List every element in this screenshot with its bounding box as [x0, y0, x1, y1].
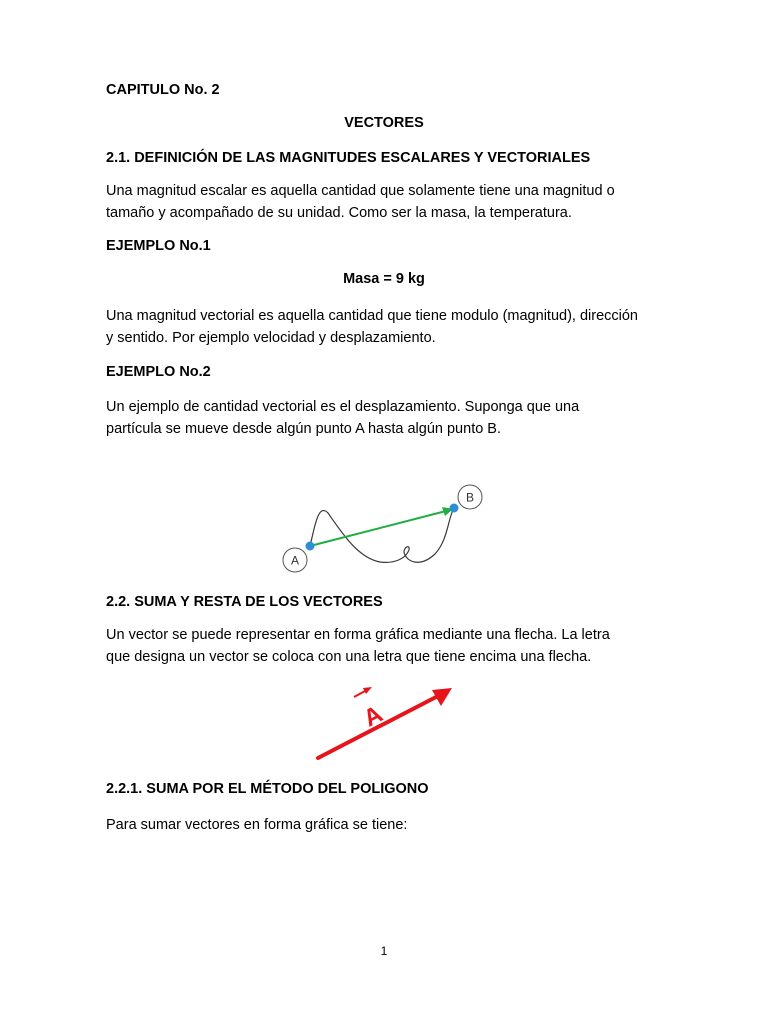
example-1-heading: EJEMPLO No.1 [106, 238, 211, 254]
point-a-dot [306, 542, 315, 551]
vector-notation-paragraph [106, 624, 676, 668]
vector-a-label: A [359, 700, 388, 733]
section-2-1-heading: 2.1. DEFINICIÓN DE LAS MAGNITUDES ESCALARES Y VECTORIALES [106, 150, 591, 166]
displacement-paragraph-line-2: partícula se mueve desde algún punto A hasta algún punto B. [106, 421, 502, 437]
page-number: 1 [380, 944, 388, 958]
page-title: VECTORES [344, 115, 424, 131]
vector-notation-paragraph-line-2: que designa un vector se coloca con una letra que tiene encima una flecha. [106, 649, 592, 665]
vector-paragraph-line-1: Una magnitud vectorial es aquella cantidad que tiene modulo (magnitud), dirección [106, 308, 638, 324]
point-a-label: A [290, 553, 300, 568]
point-b-label: B [465, 490, 475, 505]
scalar-paragraph-line-2: tamaño y acompañado de su unidad. Como ser la masa, la temperatura. [106, 205, 572, 221]
displacement-figure [270, 478, 500, 578]
scalar-paragraph [106, 180, 676, 224]
chapter-title: CAPITULO No. 2 [106, 82, 220, 98]
vector-a-label-arrowhead [363, 687, 372, 694]
example-2-heading: EJEMPLO No.2 [106, 364, 211, 380]
vector-notation-paragraph-line-1: Un vector se puede representar en forma gráfica mediante una flecha. La letra [106, 627, 610, 643]
point-b-dot [450, 504, 459, 513]
section-2-2-heading: 2.2. SUMA Y RESTA DE LOS VECTORES [106, 594, 383, 610]
example-1-formula: Masa = 9 kg [343, 271, 425, 287]
vector-paragraph [106, 305, 676, 349]
displacement-paragraph-line-1: Un ejemplo de cantidad vectorial es el desplazamiento. Suponga que una [106, 399, 580, 415]
scalar-paragraph-line-1: Una magnitud escalar es aquella cantidad que solamente tiene una magnitud o [106, 183, 615, 199]
vector-paragraph-line-2: y sentido. Por ejemplo velocidad y desplazamiento. [106, 330, 436, 346]
vector-a-figure [310, 680, 460, 765]
polygon-method-paragraph: Para sumar vectores en forma gráfica se tiene: [106, 817, 408, 833]
particle-path [310, 508, 454, 562]
displacement-paragraph [106, 396, 676, 440]
section-2-2-1-heading: 2.2.1. SUMA POR EL MÉTODO DEL POLIGONO [106, 781, 429, 797]
